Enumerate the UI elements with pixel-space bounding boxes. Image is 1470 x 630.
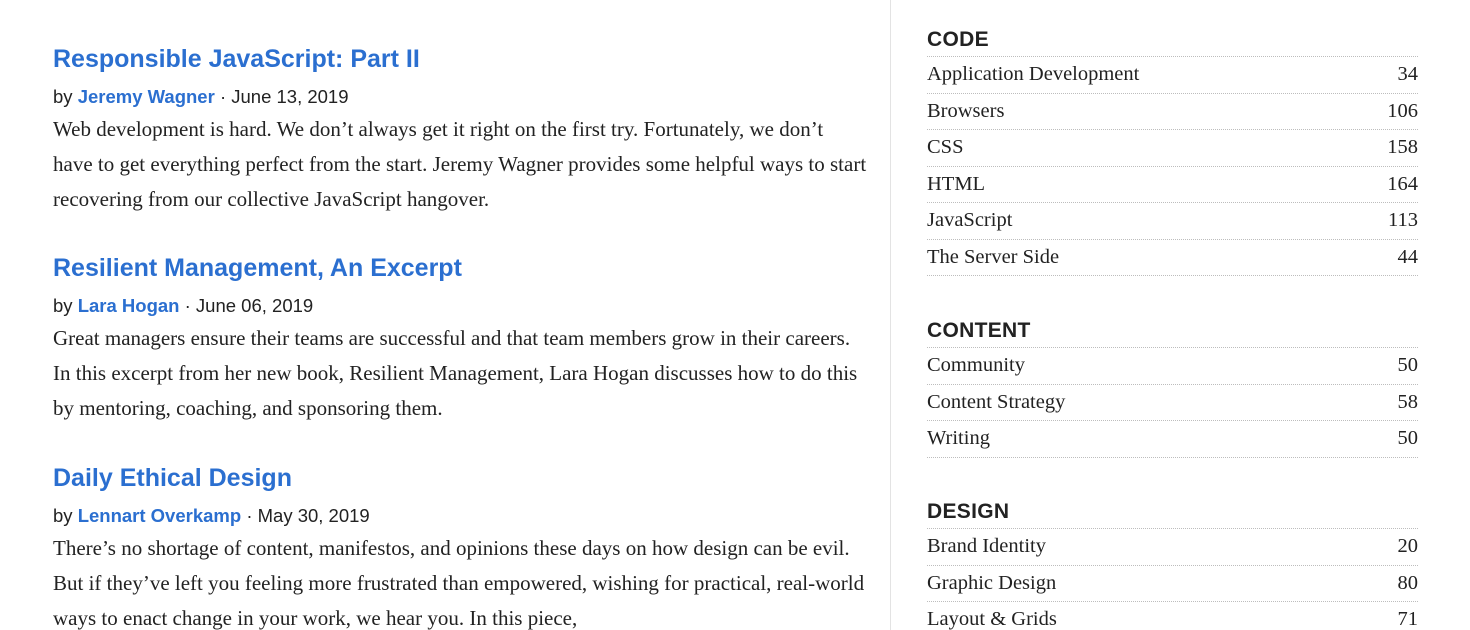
category-count: 50 [1397,427,1418,450]
category-count: 50 [1397,354,1418,377]
category-count: 71 [1397,608,1418,630]
article-summary: Web development is hard. We don’t always get it right on the first try. Fortunately, we don’t have to get everything perfect from the start. Jeremy Wagner provides some helpful ways to start recovering from our collective JavaScript hangover. [53,117,867,211]
article-title-link[interactable]: Responsible JavaScript: Part II [53,45,420,73]
category-count: 58 [1397,390,1418,413]
article-item [53,463,868,630]
article-byline [53,294,868,318]
article-title-link[interactable]: Daily Ethical Design [53,464,292,492]
section-heading: CONTENT [927,315,1418,348]
article-byline [53,85,868,109]
category-count: 158 [1387,136,1418,159]
category-name: Browsers [927,99,1005,122]
category-link[interactable] [927,348,1418,385]
category-name: JavaScript [927,209,1013,232]
category-link[interactable] [927,57,1418,94]
byline-prefix: by [53,86,73,107]
section-heading: DESIGN [927,496,1418,529]
topic-section-content [927,315,1418,458]
byline-prefix: by [53,505,73,526]
category-link[interactable] [927,203,1418,240]
author-link[interactable]: Jeremy Wagner [77,86,215,107]
category-name: Content Strategy [927,390,1066,413]
column-divider [890,0,891,630]
category-name: Application Development [927,63,1140,86]
category-link[interactable] [927,566,1418,603]
category-link[interactable] [927,385,1418,422]
category-link[interactable] [927,240,1418,277]
category-name: Writing [927,427,990,450]
category-count: 44 [1397,245,1418,268]
category-link[interactable] [927,529,1418,566]
category-count: 80 [1397,571,1418,594]
article-date: · June 06, 2019 [184,295,314,316]
category-name: Graphic Design [927,571,1057,594]
article-date: · May 30, 2019 [246,505,370,526]
category-link[interactable] [927,167,1418,204]
category-count: 164 [1387,172,1418,195]
category-link[interactable] [927,421,1418,458]
topic-section-code [927,24,1418,276]
category-count: 113 [1388,209,1418,232]
category-link[interactable] [927,94,1418,131]
article-item [53,253,868,426]
category-count: 106 [1387,99,1418,122]
category-name: The Server Side [927,245,1060,268]
category-count: 34 [1397,63,1418,86]
category-name: Brand Identity [927,535,1046,558]
category-name: Community [927,354,1025,377]
byline-prefix: by [53,295,73,316]
article-date: · June 13, 2019 [219,86,349,107]
category-name: HTML [927,172,986,195]
category-link[interactable] [927,130,1418,167]
topic-section-design [927,496,1418,630]
article-summary: There’s no shortage of content, manifestos, and opinions these days on how design can be evil. But if they’ve left you feeling more frustrated than empowered, wishing for practical, real-world ways to enact change in your work, we hear you. In this piece, [53,536,865,630]
article-item [53,44,868,217]
article-summary: Great managers ensure their teams are successful and that team members grow in their careers. In this excerpt from her new book, Resilient Management, Lara Hogan discusses how to do this by mentoring, coaching, and sponsoring them. [53,326,858,420]
category-count: 20 [1397,535,1418,558]
author-link[interactable]: Lennart Overkamp [77,505,242,526]
category-name: Layout & Grids [927,608,1057,630]
section-heading: CODE [927,24,1418,57]
category-name: CSS [927,136,964,159]
author-link[interactable]: Lara Hogan [77,295,180,316]
article-byline [53,504,868,528]
article-title-link[interactable]: Resilient Management, An Excerpt [53,254,462,282]
category-link[interactable] [927,602,1418,630]
